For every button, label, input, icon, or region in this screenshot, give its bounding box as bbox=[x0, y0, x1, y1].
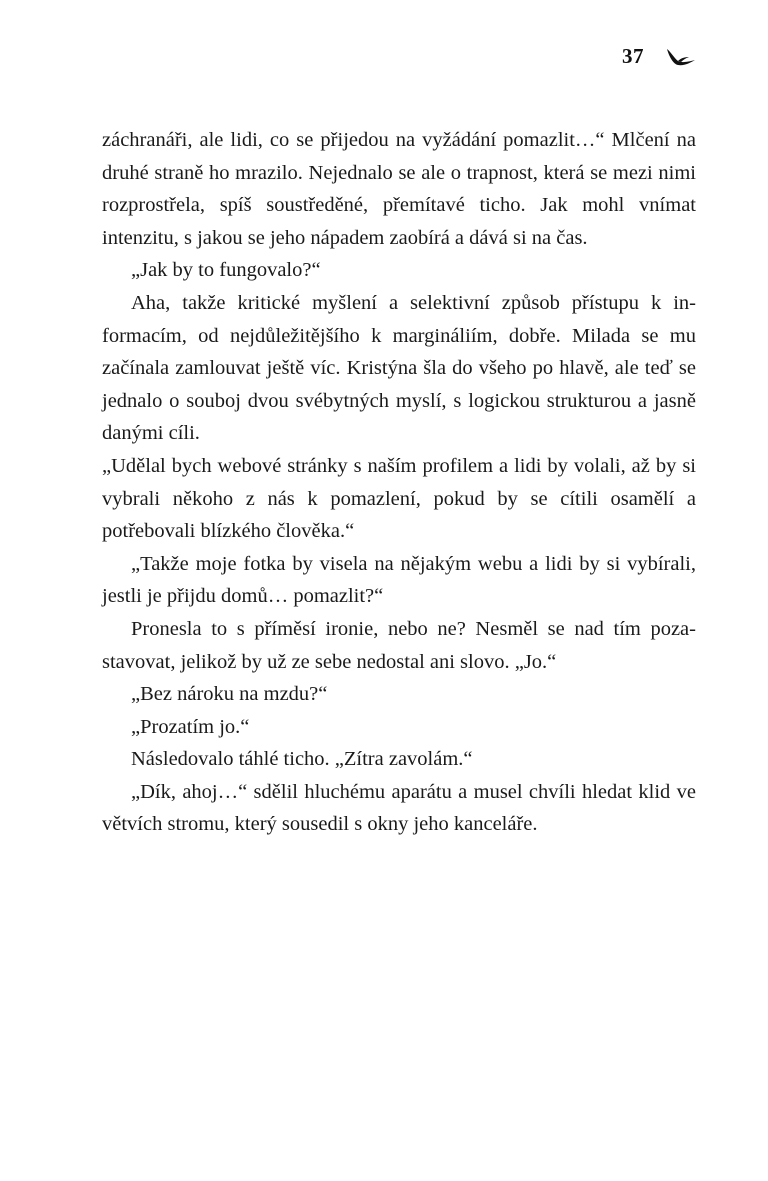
page-number: 37 bbox=[622, 44, 644, 68]
paragraph: „Jak by to fungovalo?“ bbox=[131, 259, 321, 282]
paragraph: „Takže moje fotka by visela na nějakým webu a lidi by si vybírali, jestli je přijdu domů… pomazlit?“ bbox=[102, 552, 696, 608]
paragraph: Následovalo táhlé ticho. „Zítra zavolám.“ bbox=[131, 748, 473, 771]
book-text bbox=[102, 124, 696, 841]
paragraph: „Prozatím jo.“ bbox=[131, 715, 250, 738]
paragraph: „Bez nároku na mzdu?“ bbox=[131, 683, 328, 706]
page-header bbox=[622, 44, 698, 69]
paragraph: Pronesla to s příměsí ironie, nebo ne? Nesměl se nad tím pozastavovat, jelikož by už ze sebe nedostal ani slovo. „Jo.“ bbox=[102, 617, 696, 673]
paragraph: záchranáři, ale lidi, co se přijedou na vyžádání pomazlit…“ Mlčení na druhé straně ho mrazilo. Nejednalo se ale o trapnost, která se mezi nimi rozprostřela, spíš soustředěné, přemítavé ticho. Jak mohl vnímat intenzitu, s jakou se jeho nápadem zaobírá a dává si na čas. bbox=[102, 129, 696, 249]
bird-icon bbox=[664, 46, 698, 68]
paragraph: Aha, takže kritické myšlení a selektivní způsob přístupu k informacím, od nejdůležitějšího k margináliím, dobře. Milada se mu začínala zamlouvat ještě víc. Kristýna šla do všeho po hlavě, ale teď se jednalo o souboj dvou svébytných myslí, s logickou strukturou a jasně danými cíli. bbox=[102, 291, 696, 445]
paragraph: „Udělal bych webové stránky s naším profilem a lidi by volali, až by si vybrali někoho z nás k pomazlení, pokud by se cítili osamělí a potřebovali blízkého člověka.“ bbox=[102, 454, 696, 543]
paragraph: „Dík, ahoj…“ sdělil hluchému aparátu a musel chvíli hledat klid ve větvích stromu, který sousedil s okny jeho kanceláře. bbox=[102, 780, 696, 836]
